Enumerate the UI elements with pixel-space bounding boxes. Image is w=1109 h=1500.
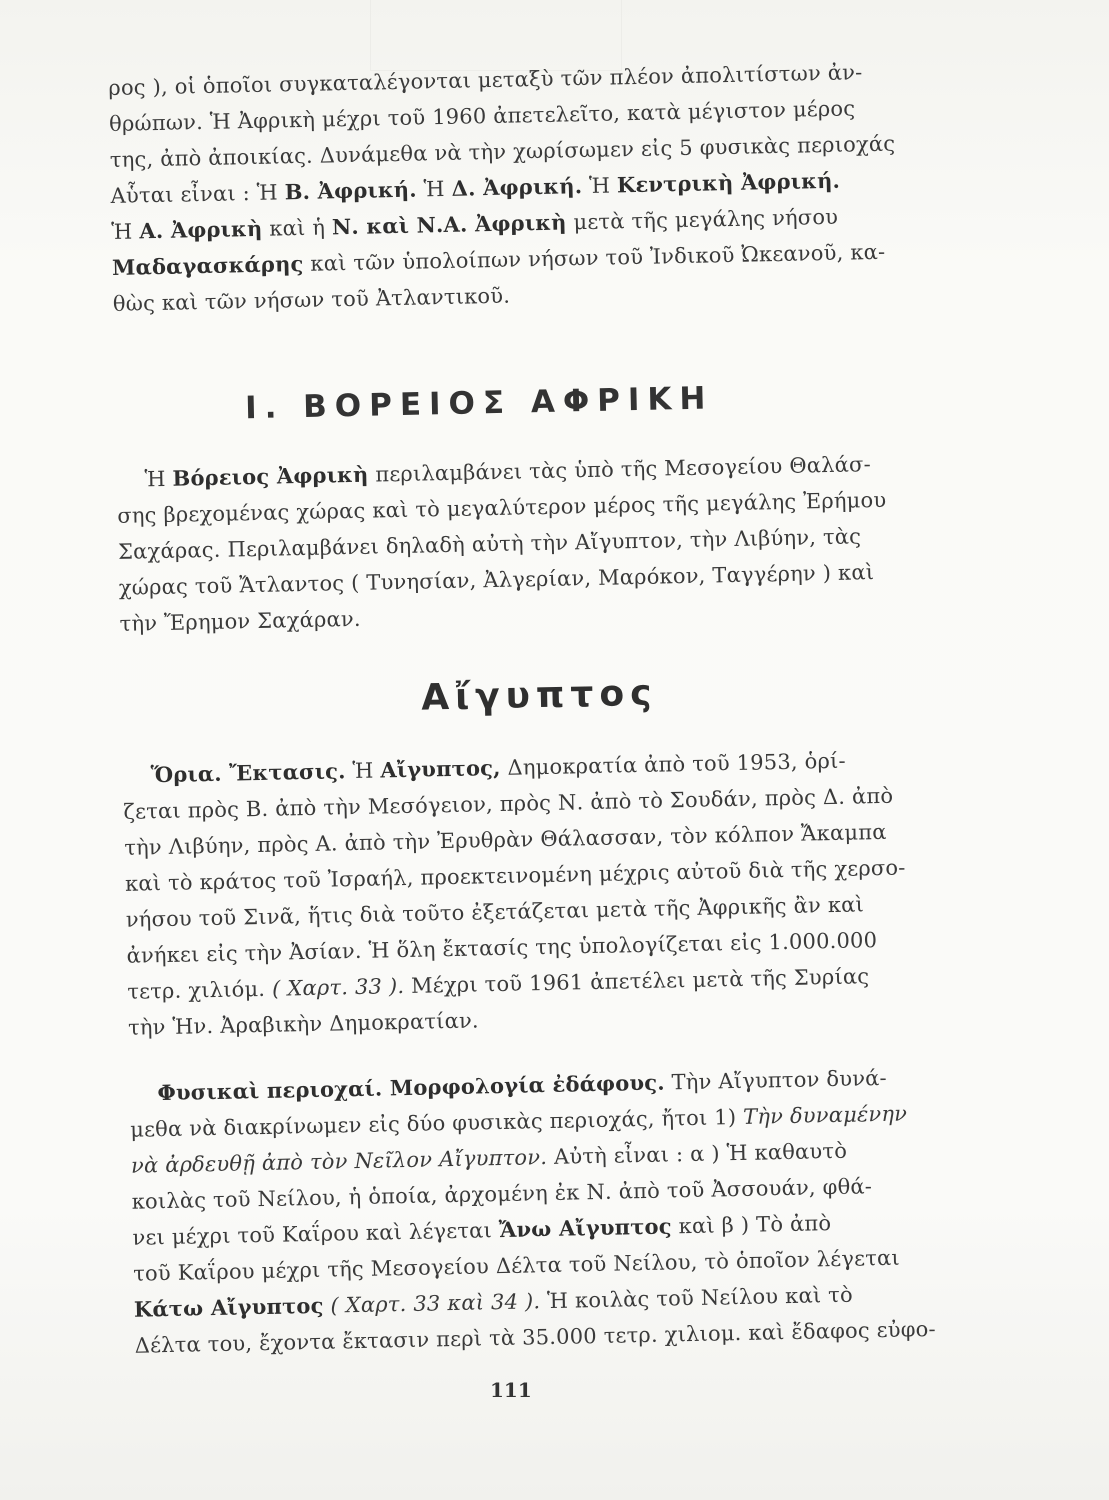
text-run: τὴν Ἡν. Ἀραβικὴν Δημοκρατίαν. (127, 1008, 480, 1040)
bold-text: Δ. Ἀφρική. (451, 173, 583, 201)
text-run: ἀνήκει εἰς τὴν Ἀσίαν. Ἡ ὅλη ἔκτασίς της ὑπολογίζεται εἰς 1.000.000 (126, 928, 878, 968)
text-run: καὶ β ) Τὸ ἀπὸ (671, 1211, 832, 1239)
bold-text: Ἄνω Αἴγυπτος (498, 1213, 672, 1243)
text-run: χώρας τοῦ Ἄτλαντος ( Τυνησίαν, Ἀλγερίαν, Μαρόκον, Ταγγέρην ) καὶ (118, 560, 875, 600)
text-run: κοιλὰς τοῦ Νείλου, ἡ ὁποία, ἀρχομένη ἐκ Ν. ἀπὸ τοῦ Ἀσσουάν, φθά- (131, 1174, 873, 1214)
text-run: Ἡ κοιλὰς τοῦ Νείλου καὶ τὸ (540, 1282, 854, 1314)
text-run: τὴν Ἔρημον Σαχάραν. (119, 606, 361, 636)
text-run: Τὴν Αἴγυπτον δυνά- (664, 1065, 888, 1095)
page-content (108, 52, 975, 1363)
text-run: θρώπων. Ἡ Ἀφρικὴ μέχρι τοῦ 1960 ἀπετελεῖτο, κατὰ μέγιστον μέρος (108, 96, 856, 136)
bold-text: Αἴγυπτος, (380, 754, 501, 783)
bold-text: Ν. καὶ Ν.Α. Ἀφρικὴ (331, 209, 567, 240)
text-run: Σαχάρας. Περιλαμβάνει δηλαδὴ αὐτὴ τὴν Αἴγυπτον, τὴν Λιβύην, τὰς (117, 524, 862, 564)
text-run: Αὗται εἶναι : Ἡ (110, 180, 285, 208)
text-run: ρος ), οἱ ὁποῖοι συγκαταλέγονται μεταξὺ τῶν πλέον ἀπολιτίστων ἀν- (108, 60, 863, 100)
bold-text: Κεντρικὴ Ἀφρική. (616, 167, 841, 198)
italic-text: νὰ ἀρδευθῇ ἀπὸ τὸν Νεῖλον Αἴγυπτον. (130, 1145, 548, 1178)
text-run: Δέλτα του, ἔχοντα ἔκτασιν περὶ τὰ 35.000 τετρ. χιλιομ. καὶ ἔδαφος εὐφο- (134, 1316, 936, 1358)
text-run: Ἡ (111, 219, 140, 244)
text-run: Ἡ (581, 173, 618, 199)
text-run: μεθα νὰ διακρίνωμεν εἰς δύο φυσικὰς περιοχάς, ἤτοι 1) (129, 1104, 744, 1142)
bold-text: Φυσικαὶ περιοχαί. Μορφολογία ἐδάφους. (157, 1069, 665, 1106)
text-run: Ἡ (144, 466, 173, 492)
bold-text: Β. Ἀφρική. (284, 176, 418, 205)
text-run: Μέχρι τοῦ 1961 ἀπετέλει μετὰ τῆς Συρίας (403, 964, 870, 998)
text-run: καὶ ἡ (262, 215, 333, 241)
bold-text: Κάτω Αἴγυπτος (133, 1292, 324, 1322)
text-run: περιλαμβάνει τὰς ὑπὸ τῆς Μεσογείου Θαλάσ- (368, 452, 872, 487)
text-run: καὶ τὸ κράτος τοῦ Ἰσραήλ, προεκτεινομένη μέχρις αὐτοῦ διὰ τῆς χερσο- (124, 855, 906, 896)
text-run: Ἡ (345, 758, 381, 784)
bold-text: Α. Ἀφρικὴ (139, 215, 263, 244)
intro-paragraph (108, 52, 953, 322)
physical-regions-paragraph (129, 1058, 975, 1364)
text-run: της, ἀπὸ ἀποικίας. Δυνάμεθα νὰ τὴν χωρίσωμεν εἰς 5 φυσικὰς περιοχάς (109, 131, 896, 172)
text-run: ζεται πρὸς Β. ἀπὸ τὴν Μεσόγειον, πρὸς Ν. ἀπὸ τὸ Σουδάν, πρὸς Δ. ἀπὸ (123, 783, 894, 824)
north-africa-paragraph (116, 444, 960, 642)
text-run: καὶ τῶν ὑπολοίπων νήσων τοῦ Ἰνδικοῦ Ὠκεανοῦ, κα- (303, 239, 886, 276)
bold-text: Μαδαγασκάρης (111, 250, 304, 280)
text-run: θὼς καὶ τῶν νήσων τοῦ Ἀτλαντικοῦ. (112, 283, 511, 316)
text-run: τὴν Λιβύην, πρὸς Α. ἀπὸ τὴν Ἐρυθρὰν Θάλασσαν, τὸν κόλπον Ἄκαμπα (124, 819, 887, 860)
italic-text: Τὴν δυναμένην (742, 1101, 908, 1129)
text-run: νει μέχρι τοῦ Καΐρου καὶ λέγεται (132, 1218, 500, 1250)
borders-paragraph (122, 740, 968, 1046)
section-heading: I. ΒΟΡΕΙΟΣ ΑΦΡΙΚΗ (244, 380, 714, 427)
text-run: τοῦ Καΐρου μέχρι τῆς Μεσογείου Δέλτα τοῦ Νείλου, τὸ ὁποῖον λέγεται (132, 1245, 901, 1286)
text-run: τετρ. χιλιόμ. (127, 976, 273, 1004)
text-run: Δημοκρατία ἀπὸ τοῦ 1953, ὁρί- (500, 748, 847, 780)
bold-text: Βόρειος Ἀφρικὴ (172, 461, 369, 491)
bold-text: Ὅρια. Ἔκτασις. (150, 758, 346, 788)
text-run: σης βρεχομένας χώρας καὶ τὸ μεγαλύτερον μέρος τῆς μεγάλης Ἐρήμου (117, 487, 887, 528)
egypt-heading: Αἴγυπτος (420, 672, 658, 719)
text-run: Αὐτὴ εἶναι : α ) Ἡ καθαυτὸ (546, 1138, 848, 1170)
text-run: μετὰ τῆς μεγάλης νήσου (566, 204, 839, 235)
page-number: 111 (490, 1378, 532, 1402)
text-run: νήσου τοῦ Σινᾶ, ἥτις διὰ τοῦτο ἐξετάζεται μετὰ τῆς Ἀφρικῆς ἂν καὶ (125, 892, 865, 932)
italic-text: ( Χαρτ. 33 καὶ 34 ). (330, 1289, 541, 1318)
italic-text: ( Χαρτ. 33 ). (271, 974, 405, 1001)
text-run: Ἡ (416, 176, 452, 202)
